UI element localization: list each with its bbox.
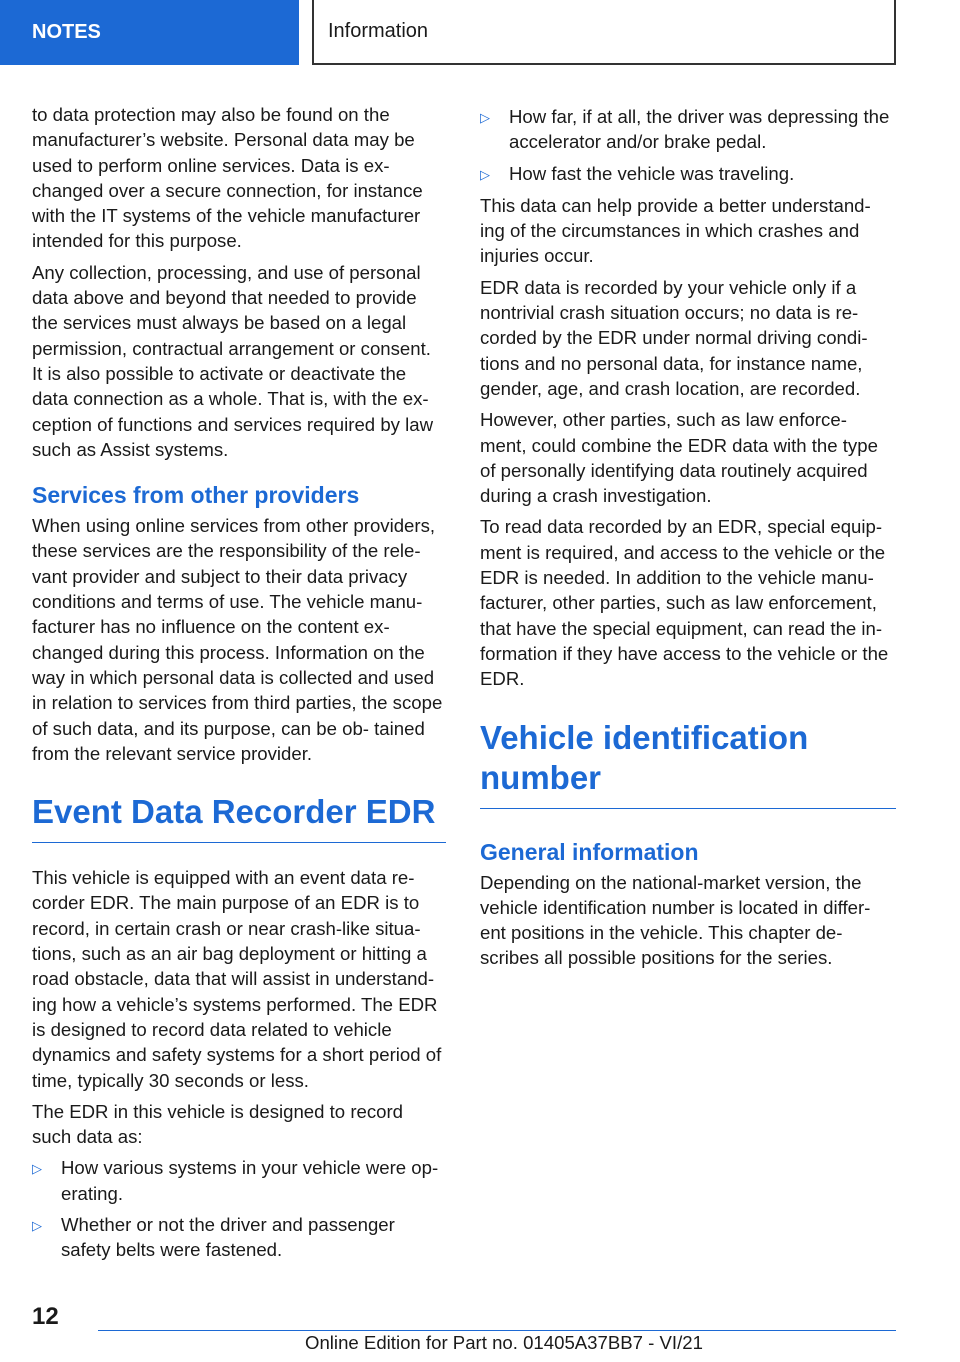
list-item [480,104,896,155]
right-column [480,104,896,977]
paragraph: However, other parties, such as law enforce- ment, could combine the EDR data with the type of personally identifying data routinely acquired during a crash investigation. [480,409,878,507]
chapter-tab-information [312,0,896,65]
list-item [32,1155,446,1206]
paragraph: This data can help provide a better understand- ing of the circumstances in which crashes and injuries occur. [480,194,871,267]
paragraph: This vehicle is equipped with an event data re- corder EDR. The main purpose of an EDR is to record, in certain crash or near crash-like situa- tions, such as an air bag deployment or hitting a road obstacle, data that will assist in understand- ing how a vehicle’s systems performed. The EDR is designed to record data related to vehicle dynamics and safety systems for a short period of time, typically 30 seconds or less. [32,867,442,1091]
list-item [32,1212,446,1263]
paragraph: The EDR in this vehicle is designed to record such data as: [32,1100,404,1148]
footer-divider [98,1330,896,1331]
footer-edition: Online Edition for Part no. 01405A37BB7 - VI/21 [305,1332,703,1353]
chapter-tab-label: Information [328,20,429,42]
heading-general-information: General information [480,838,699,865]
triangle-bullet-icon: ▷ [32,1161,42,1177]
paragraph: To read data recorded by an EDR, special equip- ment is required, and access to the vehicle or the EDR is needed. In addition to the vehicle manu- facturer, other parties, such as law enforcement, that have the special equipment, can read the in- formation if they have access to the vehicle or the EDR. [480,516,889,690]
section-tab-label: NOTES [32,21,101,43]
list-item-text: How fast the vehicle was traveling. [509,162,795,184]
triangle-bullet-icon: ▷ [480,110,490,125]
paragraph: to data protection may also be found on the manufacturer’s website. Personal data may be used to perform online services. Data is ex- changed over a secure connection, for instance with the IT systems of the vehicle manufacturer intended for this purpose. [32,104,423,252]
list-item-text: How various systems in your vehicle were op- erating. [61,1157,439,1204]
heading-vehicle-identification-number: Vehicle identification number [480,718,896,809]
heading-services-from-other-providers: Services from other providers [32,482,360,509]
paragraph: When using online services from other providers, these services are the responsibility of the rele- vant provider and subject to their data privacy conditions and terms of use. The vehicle manu- facturer has no influence on the content ex- changed during this process. Information on the way in which personal data is collected and used in relation to services from third parties, the scope of such data, and its purpose, can be ob- tained from the relevant service provider. [32,515,443,764]
list-item-text: How far, if at all, the driver was depressing the accelerator and/or brake pedal. [509,106,890,153]
paragraph: EDR data is recorded by your vehicle only if a nontrivial crash situation occurs; no data is re- corded by the EDR under normal driving condi- tions and no personal data, for instance name, gender, age, and crash location, are recorded. [480,276,868,399]
section-tab-notes [0,0,299,65]
paragraph: Depending on the national-market version, the vehicle identification number is located in differ- ent positions in the vehicle. This chapter de- scribes all possible positions for the series. [480,871,871,969]
paragraph: Any collection, processing, and use of personal data above and beyond that needed to provide the services must always be based on a legal permission, contractual arrangement or consent. It is also possible to activate or deactivate the data connection as a whole. That is, with the ex- ception of functions and services required by law such as Assist systems. [32,261,434,460]
list-item [480,161,896,187]
triangle-bullet-icon: ▷ [480,166,490,182]
triangle-bullet-icon: ▷ [32,1217,42,1233]
page-number: 12 [32,1303,59,1330]
list-item-text: Whether or not the driver and passenger safety belts were fastened. [61,1213,395,1261]
heading-event-data-recorder: Event Data Recorder EDR [32,792,446,843]
left-column [32,102,446,1269]
